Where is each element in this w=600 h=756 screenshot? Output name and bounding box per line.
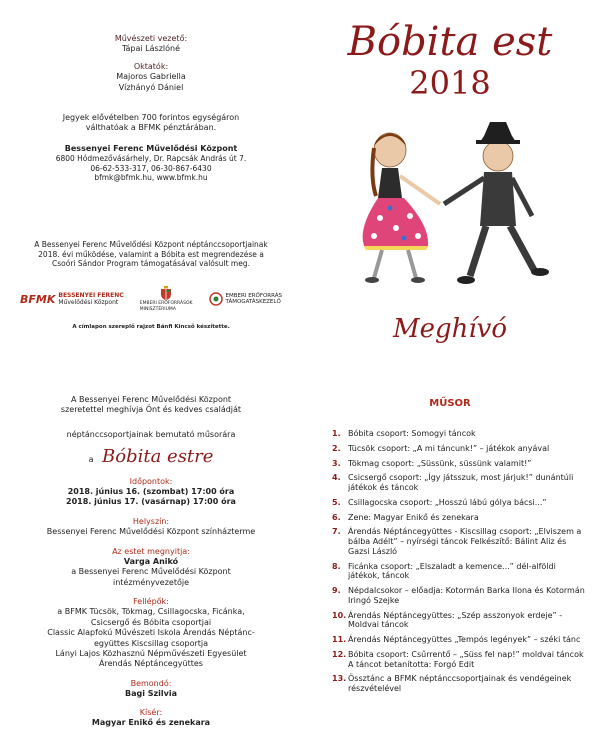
program-item-text: Csicsergő csoport: „Így játsszuk, most járjuk!” dunántúli játékok és táncok xyxy=(348,473,574,492)
program-item xyxy=(332,562,588,582)
program-item-text: Tökmag csoport: „Süssünk, süssünk valamit!” xyxy=(348,458,532,468)
cover-credit: A címlapon szereplő rajzot Bánfi Kincső készítette. xyxy=(72,324,230,331)
program-item-number: 7. xyxy=(332,527,341,537)
performer-line: Csicsergő és Bóbita csoportjai xyxy=(90,617,212,627)
program-item-number: 3. xyxy=(332,458,341,468)
program-item xyxy=(332,498,588,508)
coat-of-arms-icon xyxy=(160,286,172,300)
tickets-line: válthatóak a BFMK pénztárában. xyxy=(85,123,217,133)
program-item-text: Össztánc a BFMK néptánccsoportjainak és vendégeinek részvételével xyxy=(348,674,572,693)
program-heading: MŰSOR xyxy=(429,398,471,409)
place: Bessenyei Ferenc Művelődési Központ színházterme xyxy=(46,527,256,537)
intro-line: szeretettel meghívja Önt és kedves családját xyxy=(60,405,242,415)
program-item xyxy=(332,635,588,645)
program-item-text: Zene: Magyar Enikő és zenekara xyxy=(348,512,479,522)
program-item-text: Bóbita csoport: Csűrrentő – „Süss fel nap!” moldvai táncok A táncot betanította: Forgó Edit xyxy=(348,649,584,669)
ministry-logo-line: MINISZTÉRIUMA xyxy=(139,306,176,312)
program-item xyxy=(332,513,588,523)
program-item xyxy=(332,473,588,493)
ministry-logo-line: EMBERI ERŐFORRÁSOK xyxy=(139,301,193,307)
announcer-label: Bemondó: xyxy=(130,678,172,688)
program-item xyxy=(332,674,588,694)
program-item-text: Árendás Néptáncegyüttes - Kiscsillag csoport: „Elviszem a bálba Adélt” – nyírségi táncok Felkészítő: Bálint Aliz és Gazsi László xyxy=(348,527,582,556)
program-item-text: Bóbita csoport: Somogyi táncok xyxy=(348,429,476,438)
intro-article: a xyxy=(88,455,94,465)
artistic-director-label: Művészeti vezető: xyxy=(114,34,188,43)
program-item-number: 8. xyxy=(332,561,341,571)
teachers-label: Oktatók: xyxy=(133,61,169,71)
program-item-number: 10. xyxy=(332,610,347,620)
dancing-children-drawing xyxy=(330,108,570,308)
program-item-number: 5. xyxy=(332,497,341,507)
program-item-number: 4. xyxy=(332,473,341,483)
tickets-line: Jegyek elővételben 700 forintos egységáron xyxy=(62,112,240,122)
program-item-text: Árendás Néptáncegyüttes „Tempós legények” – széki tánc xyxy=(348,635,581,644)
teacher: Majoros Gabriella xyxy=(116,72,186,82)
bfmk-logo-line: Művelődési Központ xyxy=(58,299,119,307)
invitation-heading: Meghívó xyxy=(392,314,508,344)
program-item xyxy=(332,429,588,439)
performers-label: Fellépők: xyxy=(133,597,169,607)
program-item-number: 6. xyxy=(332,512,341,522)
venue-name: Bessenyei Ferenc Művelődési Központ xyxy=(64,143,238,153)
opener-role: a Bessenyei Ferenc Művelődési Központ xyxy=(71,567,231,577)
accompany-label: Kísér: xyxy=(139,707,163,717)
event-title: Bóbita est xyxy=(347,19,553,65)
program-list xyxy=(332,429,588,694)
program-item-number: 9. xyxy=(332,586,341,595)
place-label: Helyszín: xyxy=(132,516,170,526)
opener-role: intézményvezetője xyxy=(112,577,190,587)
program-item-text: Népdalcsokor – előadja: Kotormán Barka Ilona és Kotormán Iringó Szejke xyxy=(348,586,585,605)
info-panel xyxy=(20,34,282,379)
artistic-director: Tápai Lászlóné xyxy=(121,44,181,54)
emet-emblem-icon xyxy=(209,292,223,306)
emet-logo-line: TÁMOGATÁSKEZELŐ xyxy=(225,299,281,306)
opener-label: Az estet megnyitja: xyxy=(112,546,190,556)
sponsor-logos xyxy=(20,286,282,312)
intro-line: néptánccsoportjainak bemutató műsorára xyxy=(66,429,236,439)
opener-name: Varga Anikó xyxy=(123,556,179,566)
venue-phones: 06-62-533-317, 06-30-867-6430 xyxy=(90,163,212,173)
program-item-text: Tücsök csoport: „A mi táncunk!” – játékok anyával xyxy=(348,443,550,453)
program-item-number: 13. xyxy=(332,674,347,684)
venue-address: 6800 Hódmezővásárhely, Dr. Rapcsák András út 7. xyxy=(55,154,247,164)
program-item-text: Árendás Néptáncegyüttes: „Szép asszonyok erdeje” - Moldvai táncok xyxy=(348,610,563,630)
program-item xyxy=(332,459,588,469)
bfmk-logo xyxy=(20,292,124,306)
dates-label: Időpontok: xyxy=(129,476,173,486)
invitation-details xyxy=(20,395,282,751)
announcer: Bagi Szilvia xyxy=(124,689,177,699)
performer-line: együttes Kiscsillag csoportja xyxy=(93,638,209,648)
intro-line: A Bessenyei Ferenc Művelődési Központ xyxy=(70,395,232,404)
venue-web: bfmk@bfmk.hu, www.bfmk.hu xyxy=(94,172,208,182)
event-year: 2018 xyxy=(409,64,491,102)
program-item xyxy=(332,650,588,670)
program-item xyxy=(332,586,588,606)
date-line: 2018. június 16. (szombat) 17:00 óra xyxy=(67,486,235,496)
performer-line: Lányi Lajos Közhasznú Népművészeti Egyesület xyxy=(55,649,247,659)
program-item xyxy=(332,444,588,454)
program-item-number: 12. xyxy=(332,649,347,659)
program-item xyxy=(332,527,588,556)
program-item xyxy=(332,611,588,631)
program-item-text: Csillagocska csoport: „Hosszú lábú gólya bácsi...” xyxy=(348,497,547,507)
performer-line: Classic Alapfokú Művészeti Iskola Árendás Néptánc- xyxy=(47,628,255,638)
bfmk-logo-line: BESSENYEI FERENC xyxy=(58,292,124,300)
program-panel xyxy=(332,398,588,748)
support-text: A Bessenyei Ferenc Művelődési Központ néptánccsoportjainak 2018. évi működése, valamint a Bóbita est megrendezése a Csoóri Sándor Program támogatásával valósult meg. xyxy=(34,240,268,268)
event-title-inline: Bóbita estre xyxy=(102,446,214,468)
program-item-number: 11. xyxy=(332,635,347,644)
performer-line: Árendás Néptáncegyüttes xyxy=(99,659,203,669)
performer-line: a BFMK Tücsök, Tökmag, Csillagocska, Ficánka, xyxy=(57,607,245,617)
ministry-logo xyxy=(140,286,193,312)
teacher: Vízhányó Dániel xyxy=(118,82,184,92)
program-item-number: 2. xyxy=(332,443,341,453)
program-item-text: Ficánka csoport: „Elszaladt a kemence...” dél-alföldi játékok, táncok xyxy=(348,561,556,581)
emet-logo-line: EMBERI ERŐFORRÁS xyxy=(225,292,282,299)
accompany: Magyar Enikő és zenekara xyxy=(91,717,211,727)
date-line: 2018. június 17. (vasárnap) 17:00 óra xyxy=(66,497,236,507)
program-item-number: 1. xyxy=(332,429,341,438)
emet-logo xyxy=(209,292,282,306)
cover-panel xyxy=(300,18,600,378)
bfmk-mark: BFMK xyxy=(20,292,56,306)
